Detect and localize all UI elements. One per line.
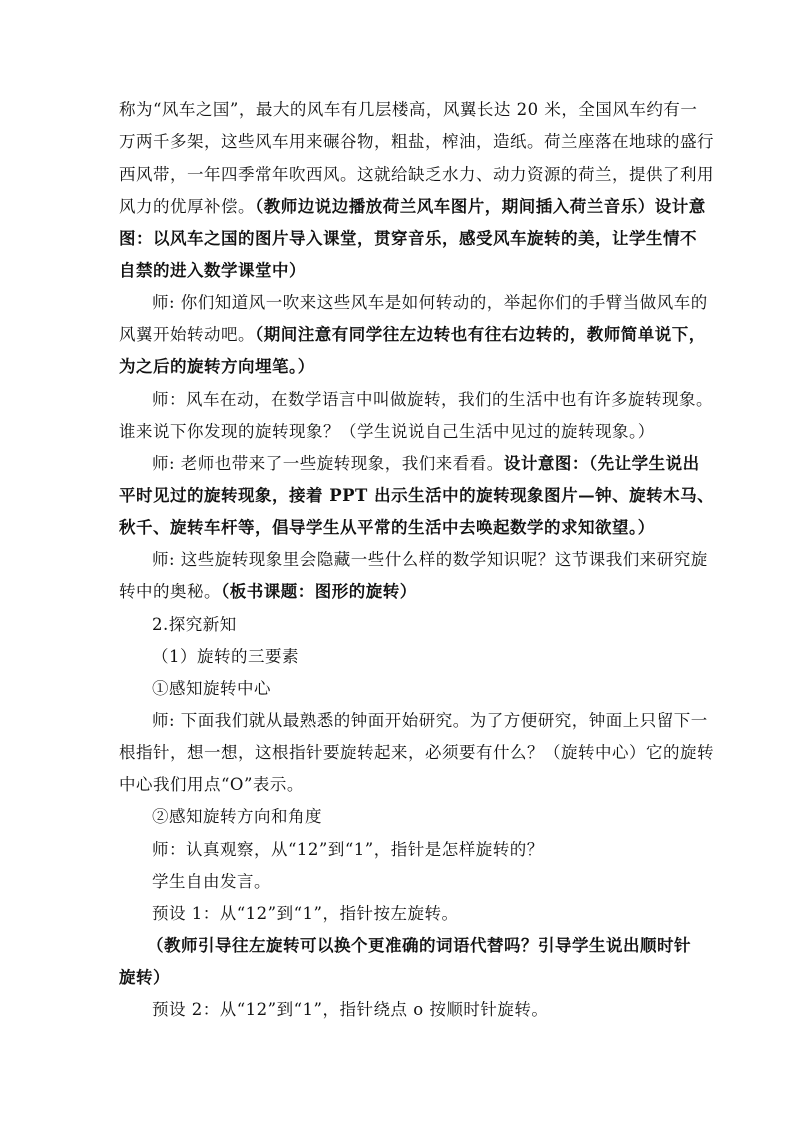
paragraph-line: [119, 581, 417, 603]
teacher-note: （教师边说边播放荷兰风车图片，期间插入荷兰音乐）设计意: [255, 197, 706, 216]
text-segment: 师: 老师也带来了一些旋转现象，我们来看看。: [152, 454, 504, 473]
paragraph-line: 称为“风车之国”，最大的风车有几层楼高，风翼长达 20 米，全国风车约有一: [119, 100, 698, 119]
board-title: （板书课题：图形的旋转）: [221, 582, 417, 601]
design-intent-line: 秋千、旋转车杆等，倡导学生从平常的生活中去唤起数学的求知欲望。）: [119, 518, 655, 537]
paragraph-line: 万两千多架，这些风车用来碾谷物，粗盐，榨油，造纸。荷兰座落在地球的盛行: [119, 132, 714, 151]
design-intent-line: 自禁的进入数学课堂中）: [119, 261, 306, 280]
subsection-heading: ①感知旋转中心: [152, 679, 271, 698]
paragraph-line: 学生自由发言。: [152, 872, 271, 891]
teacher-note: （期间注意有同学往左边转也有往右边转的，教师简单说下，: [255, 325, 706, 344]
design-intent: 设计意图：（先让学生说出: [503, 454, 700, 473]
paragraph-line: 西风带，一年四季常年吹西风。这就给缺乏水力、动力资源的荷兰，提供了利用: [119, 165, 714, 184]
teacher-note-line: 为之后的旋转方向埋笔。）: [119, 357, 315, 376]
paragraph-line: 谁来说下你发现的旋转现象？（学生说说自己生活中见过的旋转现象。）: [119, 422, 655, 441]
subsection-heading: （1）旋转的三要素: [152, 647, 299, 666]
paragraph-line: 预设 2：从“12”到“1”，指针绕点 o 按顺时针旋转。: [152, 1000, 549, 1019]
text-segment: 风力的优厚补偿。: [119, 197, 255, 216]
teacher-note-line: （教师引导往左旋转可以换个更准确的词语代替吗？引导学生说出顺时针: [147, 936, 691, 955]
design-intent-line: 图：以风车之国的图片导入课堂，贯穿音乐，感受风车旋转的美，让学生情不: [119, 229, 697, 248]
paragraph-line: [119, 324, 706, 346]
paragraph-line: 根指针，想一想，这根指针要旋转起来，必须要有什么？（旋转中心）它的旋转: [119, 743, 714, 762]
paragraph-line: 师: 下面我们就从最熟悉的钟面开始研究。为了方便研究，钟面上只留下一: [152, 711, 708, 730]
section-heading: 2.探究新知: [152, 615, 237, 634]
paragraph-line: 师: 这些旋转现象里会隐藏一些什么样的数学知识呢？这节课我们来研究旋: [152, 550, 708, 569]
text-segment: 转中的奥秘。: [119, 582, 221, 601]
paragraph-line: 中心我们用点“O”表示。: [119, 775, 304, 794]
paragraph-line: 师：认真观察，从“12”到“1”，指针是怎样旋转的？: [152, 840, 544, 859]
paragraph-line: 师: 你们知道风一吹来这些风车是如何转动的，举起你们的手臂当做风车的: [152, 293, 708, 312]
paragraph-line: [119, 196, 706, 218]
subsection-heading: ②感知旋转方向和角度: [152, 807, 322, 826]
text-segment: 风翼开始转动吧。: [119, 325, 255, 344]
design-intent-line: 平时见过的旋转现象，接着 PPT 出示生活中的旋转现象图片—钟、旋转木马、: [119, 486, 715, 505]
teacher-note-line: 旋转）: [119, 968, 170, 987]
paragraph-line: 师：风车在动，在数学语言中叫做旋转，我们的生活中也有许多旋转现象。: [152, 390, 713, 409]
paragraph-line: [152, 453, 700, 475]
paragraph-line: 预设 1：从“12”到“1”，指针按左旋转。: [152, 904, 459, 923]
